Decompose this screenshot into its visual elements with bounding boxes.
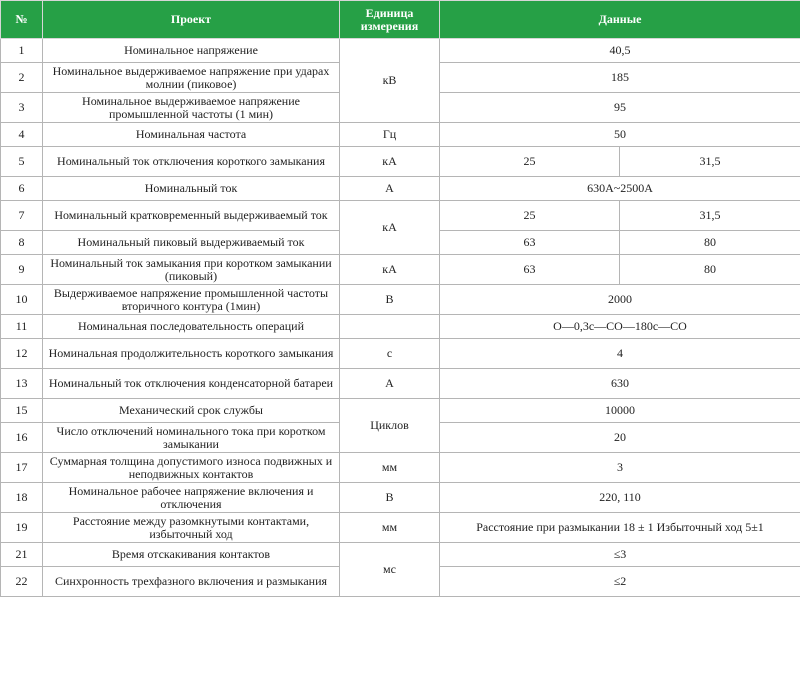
row-data: ≤3 <box>440 543 800 567</box>
row-data: 40,5 <box>440 39 800 63</box>
row-unit: В <box>340 285 440 315</box>
table-row <box>1 543 800 567</box>
table-row <box>1 285 800 315</box>
row-num: 4 <box>1 123 43 147</box>
row-num: 16 <box>1 423 43 453</box>
row-unit: А <box>340 369 440 399</box>
row-num: 3 <box>1 93 43 123</box>
row-data: 95 <box>440 93 800 123</box>
row-item: Суммарная толщина допустимого износа подвижных и неподвижных контактов <box>43 453 340 483</box>
header-item: Проект <box>43 1 340 39</box>
row-data: 220, 110 <box>440 483 800 513</box>
table-row <box>1 147 800 177</box>
table-row <box>1 201 800 231</box>
header-data: Данные <box>440 1 800 39</box>
row-unit: мм <box>340 453 440 483</box>
row-unit: с <box>340 339 440 369</box>
row-item: Время отскакивания контактов <box>43 543 340 567</box>
row-data: 50 <box>440 123 800 147</box>
table-row <box>1 483 800 513</box>
row-unit: Циклов <box>340 399 440 453</box>
row-num: 2 <box>1 63 43 93</box>
row-item: Номинальный кратковременный выдерживаемый ток <box>43 201 340 231</box>
row-num: 8 <box>1 231 43 255</box>
row-num: 13 <box>1 369 43 399</box>
row-data-a: 63 <box>440 255 620 285</box>
table-row <box>1 123 800 147</box>
row-data: 2000 <box>440 285 800 315</box>
row-unit: мс <box>340 543 440 597</box>
row-num: 21 <box>1 543 43 567</box>
row-item: Число отключений номинального тока при коротком замыкании <box>43 423 340 453</box>
row-num: 12 <box>1 339 43 369</box>
row-num: 7 <box>1 201 43 231</box>
row-num: 5 <box>1 147 43 177</box>
row-unit: кА <box>340 255 440 285</box>
row-num: 1 <box>1 39 43 63</box>
row-item: Расстояние между разомкнутыми контактами, избыточный ход <box>43 513 340 543</box>
row-data: 10000 <box>440 399 800 423</box>
header-row <box>1 1 800 39</box>
row-unit: Гц <box>340 123 440 147</box>
row-data: ≤2 <box>440 567 800 597</box>
row-unit: кВ <box>340 39 440 123</box>
row-num: 17 <box>1 453 43 483</box>
row-data-b: 80 <box>620 255 800 285</box>
header-num: № <box>1 1 43 39</box>
row-item: Номинальная последовательность операций <box>43 315 340 339</box>
row-num: 18 <box>1 483 43 513</box>
row-item: Номинальный пиковый выдерживаемый ток <box>43 231 340 255</box>
row-data: 3 <box>440 453 800 483</box>
row-num: 6 <box>1 177 43 201</box>
row-data-a: 25 <box>440 147 620 177</box>
header-unit: Единица измерения <box>340 1 440 39</box>
row-item: Механический срок службы <box>43 399 340 423</box>
row-item: Выдерживаемое напряжение промышленной частоты вторичного контура (1мин) <box>43 285 340 315</box>
row-item: Номинальный ток отключения короткого замыкания <box>43 147 340 177</box>
row-item: Номинальное напряжение <box>43 39 340 63</box>
row-item: Номинальный ток <box>43 177 340 201</box>
row-data-b: 80 <box>620 231 800 255</box>
row-data: 20 <box>440 423 800 453</box>
row-unit: А <box>340 177 440 201</box>
row-item: Синхронность трехфазного включения и размыкания <box>43 567 340 597</box>
table-row <box>1 369 800 399</box>
row-data-a: 25 <box>440 201 620 231</box>
row-item: Номинальный ток замыкания при коротком замыкании (пиковый) <box>43 255 340 285</box>
row-num: 19 <box>1 513 43 543</box>
row-num: 11 <box>1 315 43 339</box>
row-data: 630A~2500A <box>440 177 800 201</box>
row-unit <box>340 315 440 339</box>
row-data: 4 <box>440 339 800 369</box>
row-data-b: 31,5 <box>620 147 800 177</box>
row-unit: мм <box>340 513 440 543</box>
table-row <box>1 255 800 285</box>
row-num: 10 <box>1 285 43 315</box>
row-item: Номинальное выдерживаемое напряжение промышленной частоты (1 мин) <box>43 93 340 123</box>
table-row <box>1 177 800 201</box>
row-item: Номинальная продолжительность короткого замыкания <box>43 339 340 369</box>
table-row <box>1 399 800 423</box>
row-unit: В <box>340 483 440 513</box>
table-row <box>1 315 800 339</box>
table-row <box>1 513 800 543</box>
row-item: Номинальная частота <box>43 123 340 147</box>
row-num: 15 <box>1 399 43 423</box>
row-num: 9 <box>1 255 43 285</box>
row-data: О—0,3с—СО—180с—СО <box>440 315 800 339</box>
row-data: 185 <box>440 63 800 93</box>
row-unit: кА <box>340 147 440 177</box>
row-data-b: 31,5 <box>620 201 800 231</box>
table-row <box>1 339 800 369</box>
row-data: Расстояние при размыкании 18 ± 1 Избыточный ход 5±1 <box>440 513 800 543</box>
row-unit: кА <box>340 201 440 255</box>
row-item: Номинальное рабочее напряжение включения и отключения <box>43 483 340 513</box>
row-data: 630 <box>440 369 800 399</box>
row-item: Номинальный ток отключения конденсаторной батареи <box>43 369 340 399</box>
row-num: 22 <box>1 567 43 597</box>
row-data-a: 63 <box>440 231 620 255</box>
table-row <box>1 453 800 483</box>
row-item: Номинальное выдерживаемое напряжение при ударах молнии (пиковое) <box>43 63 340 93</box>
table-row <box>1 39 800 63</box>
